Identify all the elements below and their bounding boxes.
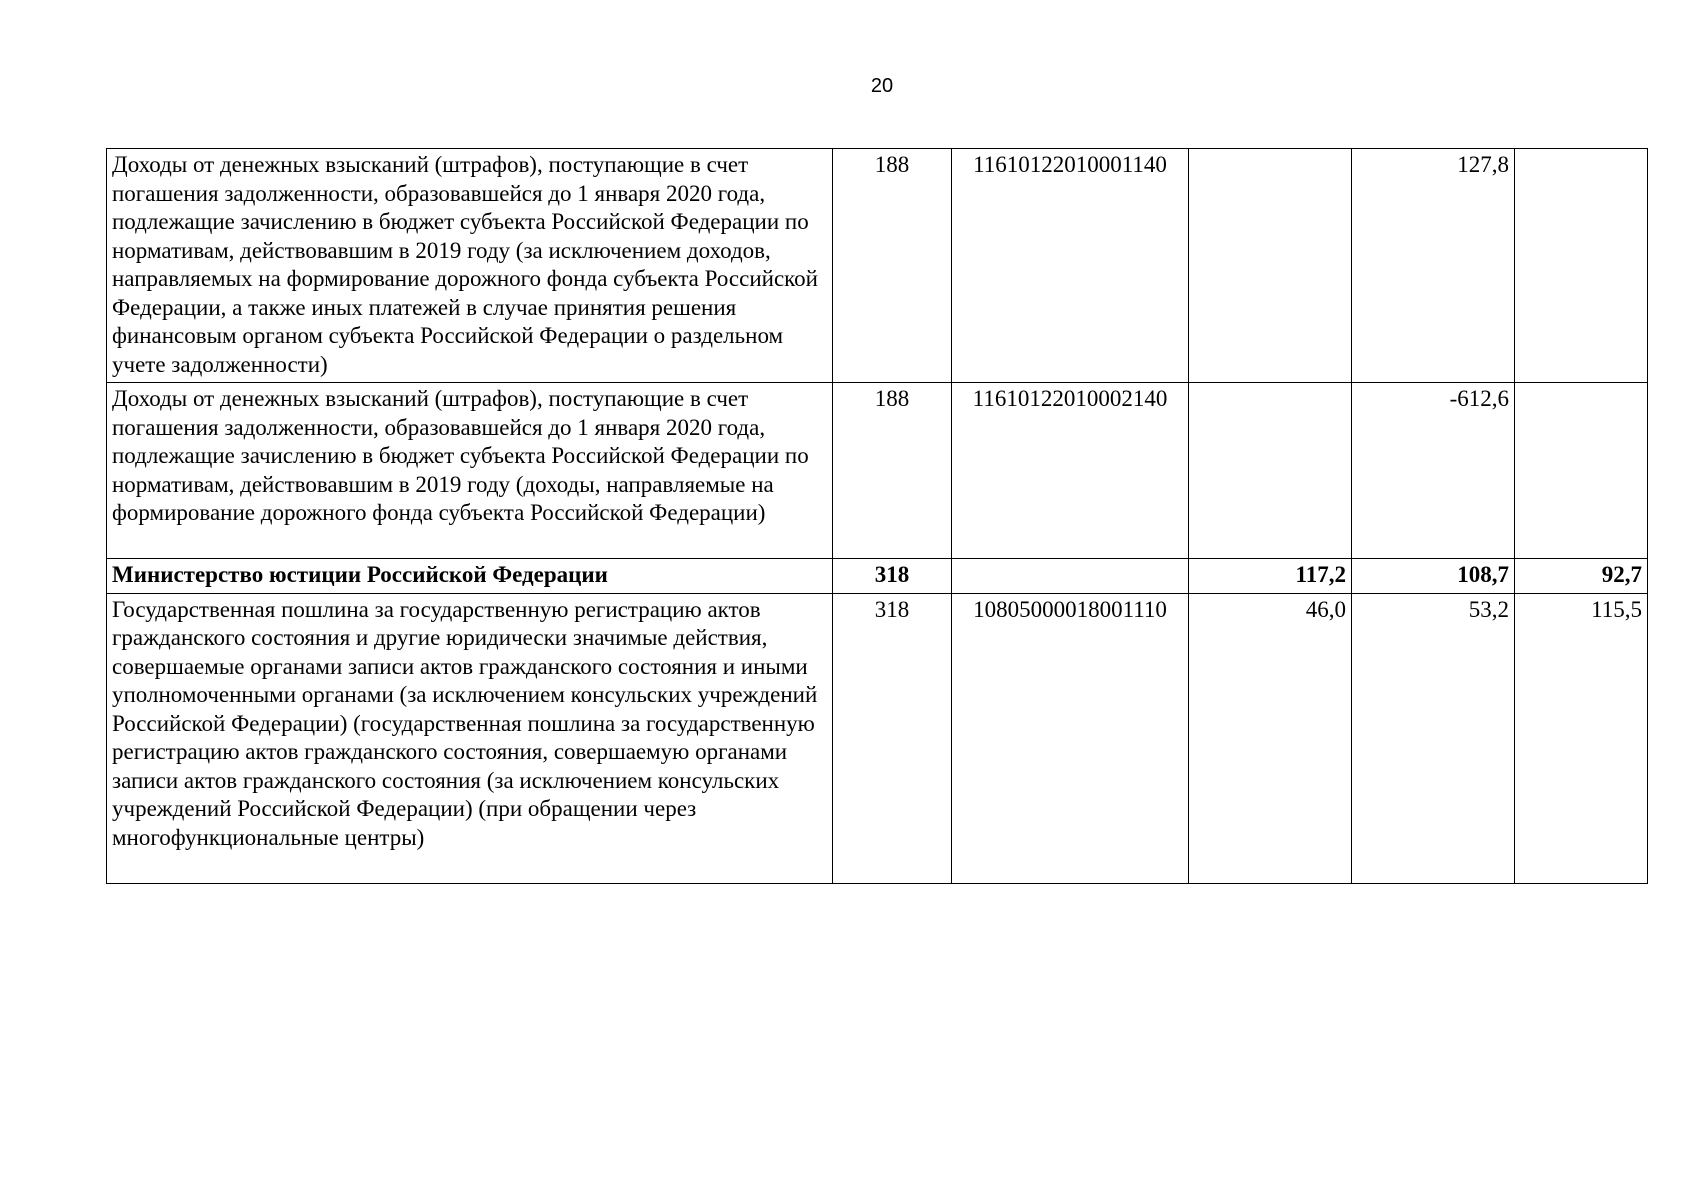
value-3-cell: 92,7	[1515, 559, 1648, 594]
table-row	[107, 593, 1648, 883]
value-2-cell: 53,2	[1352, 593, 1515, 883]
budget-classification-code-cell: 10805000018001110	[952, 593, 1189, 883]
budget-classification-code-cell: 11610122010002140	[952, 383, 1189, 559]
revenue-name-cell: Доходы от денежных взысканий (штрафов), поступающие в счет погашения задолженности, образовавшейся до 1 января 2020 года, подлежащие зачислению в бюджет субъекта Российской Федерации по нормативам, действовавшим в 2019 году (доходы, направляемые на формирование дорожного фонда субъекта Российской Федерации)	[107, 383, 833, 559]
value-3-cell	[1515, 383, 1648, 559]
revenue-name-cell: Государственная пошлина за государственную регистрацию актов гражданского состояния и другие юридически значимые действия, совершаемые органами записи актов гражданского состояния и иными уполномоченными органами (за исключением консульских учреждений Российской Федерации) (государственная пошлина за государственную регистрацию актов гражданского состояния, совершаемую органами записи актов гражданского состояния (за исключением консульских учреждений Российской Федерации) (при обращении через многофункциональные центры)	[107, 593, 833, 883]
revenue-name-cell: Доходы от денежных взысканий (штрафов), поступающие в счет погашения задолженности, образовавшейся до 1 января 2020 года, подлежащие зачислению в бюджет субъекта Российской Федерации по нормативам, действовавшим в 2019 году (за исключением доходов, направляемых на формирование дорожного фонда субъекта Российской Федерации, а также иных платежей в случае принятия решения финансовым органом субъекта Российской Федерации о раздельном учете задолженности)	[107, 149, 833, 383]
admin-code-cell: 318	[833, 593, 952, 883]
value-1-cell: 46,0	[1189, 593, 1352, 883]
table-row-ministry	[107, 559, 1648, 594]
admin-code-cell: 188	[833, 149, 952, 383]
value-3-cell	[1515, 149, 1648, 383]
budget-classification-code-cell	[952, 559, 1189, 594]
admin-code-cell: 188	[833, 383, 952, 559]
value-1-cell	[1189, 383, 1352, 559]
admin-code-cell: 318	[833, 559, 952, 594]
table-row	[107, 149, 1648, 383]
value-1-cell	[1189, 149, 1352, 383]
page-number: 20	[870, 75, 894, 97]
budget-revenue-table	[106, 148, 1648, 884]
value-1-cell: 117,2	[1189, 559, 1352, 594]
value-2-cell: -612,6	[1352, 383, 1515, 559]
value-2-cell: 127,8	[1352, 149, 1515, 383]
value-2-cell: 108,7	[1352, 559, 1515, 594]
ministry-name-cell: Министерство юстиции Российской Федерации	[107, 559, 833, 594]
value-3-cell: 115,5	[1515, 593, 1648, 883]
budget-classification-code-cell: 11610122010001140	[952, 149, 1189, 383]
table-row	[107, 383, 1648, 559]
